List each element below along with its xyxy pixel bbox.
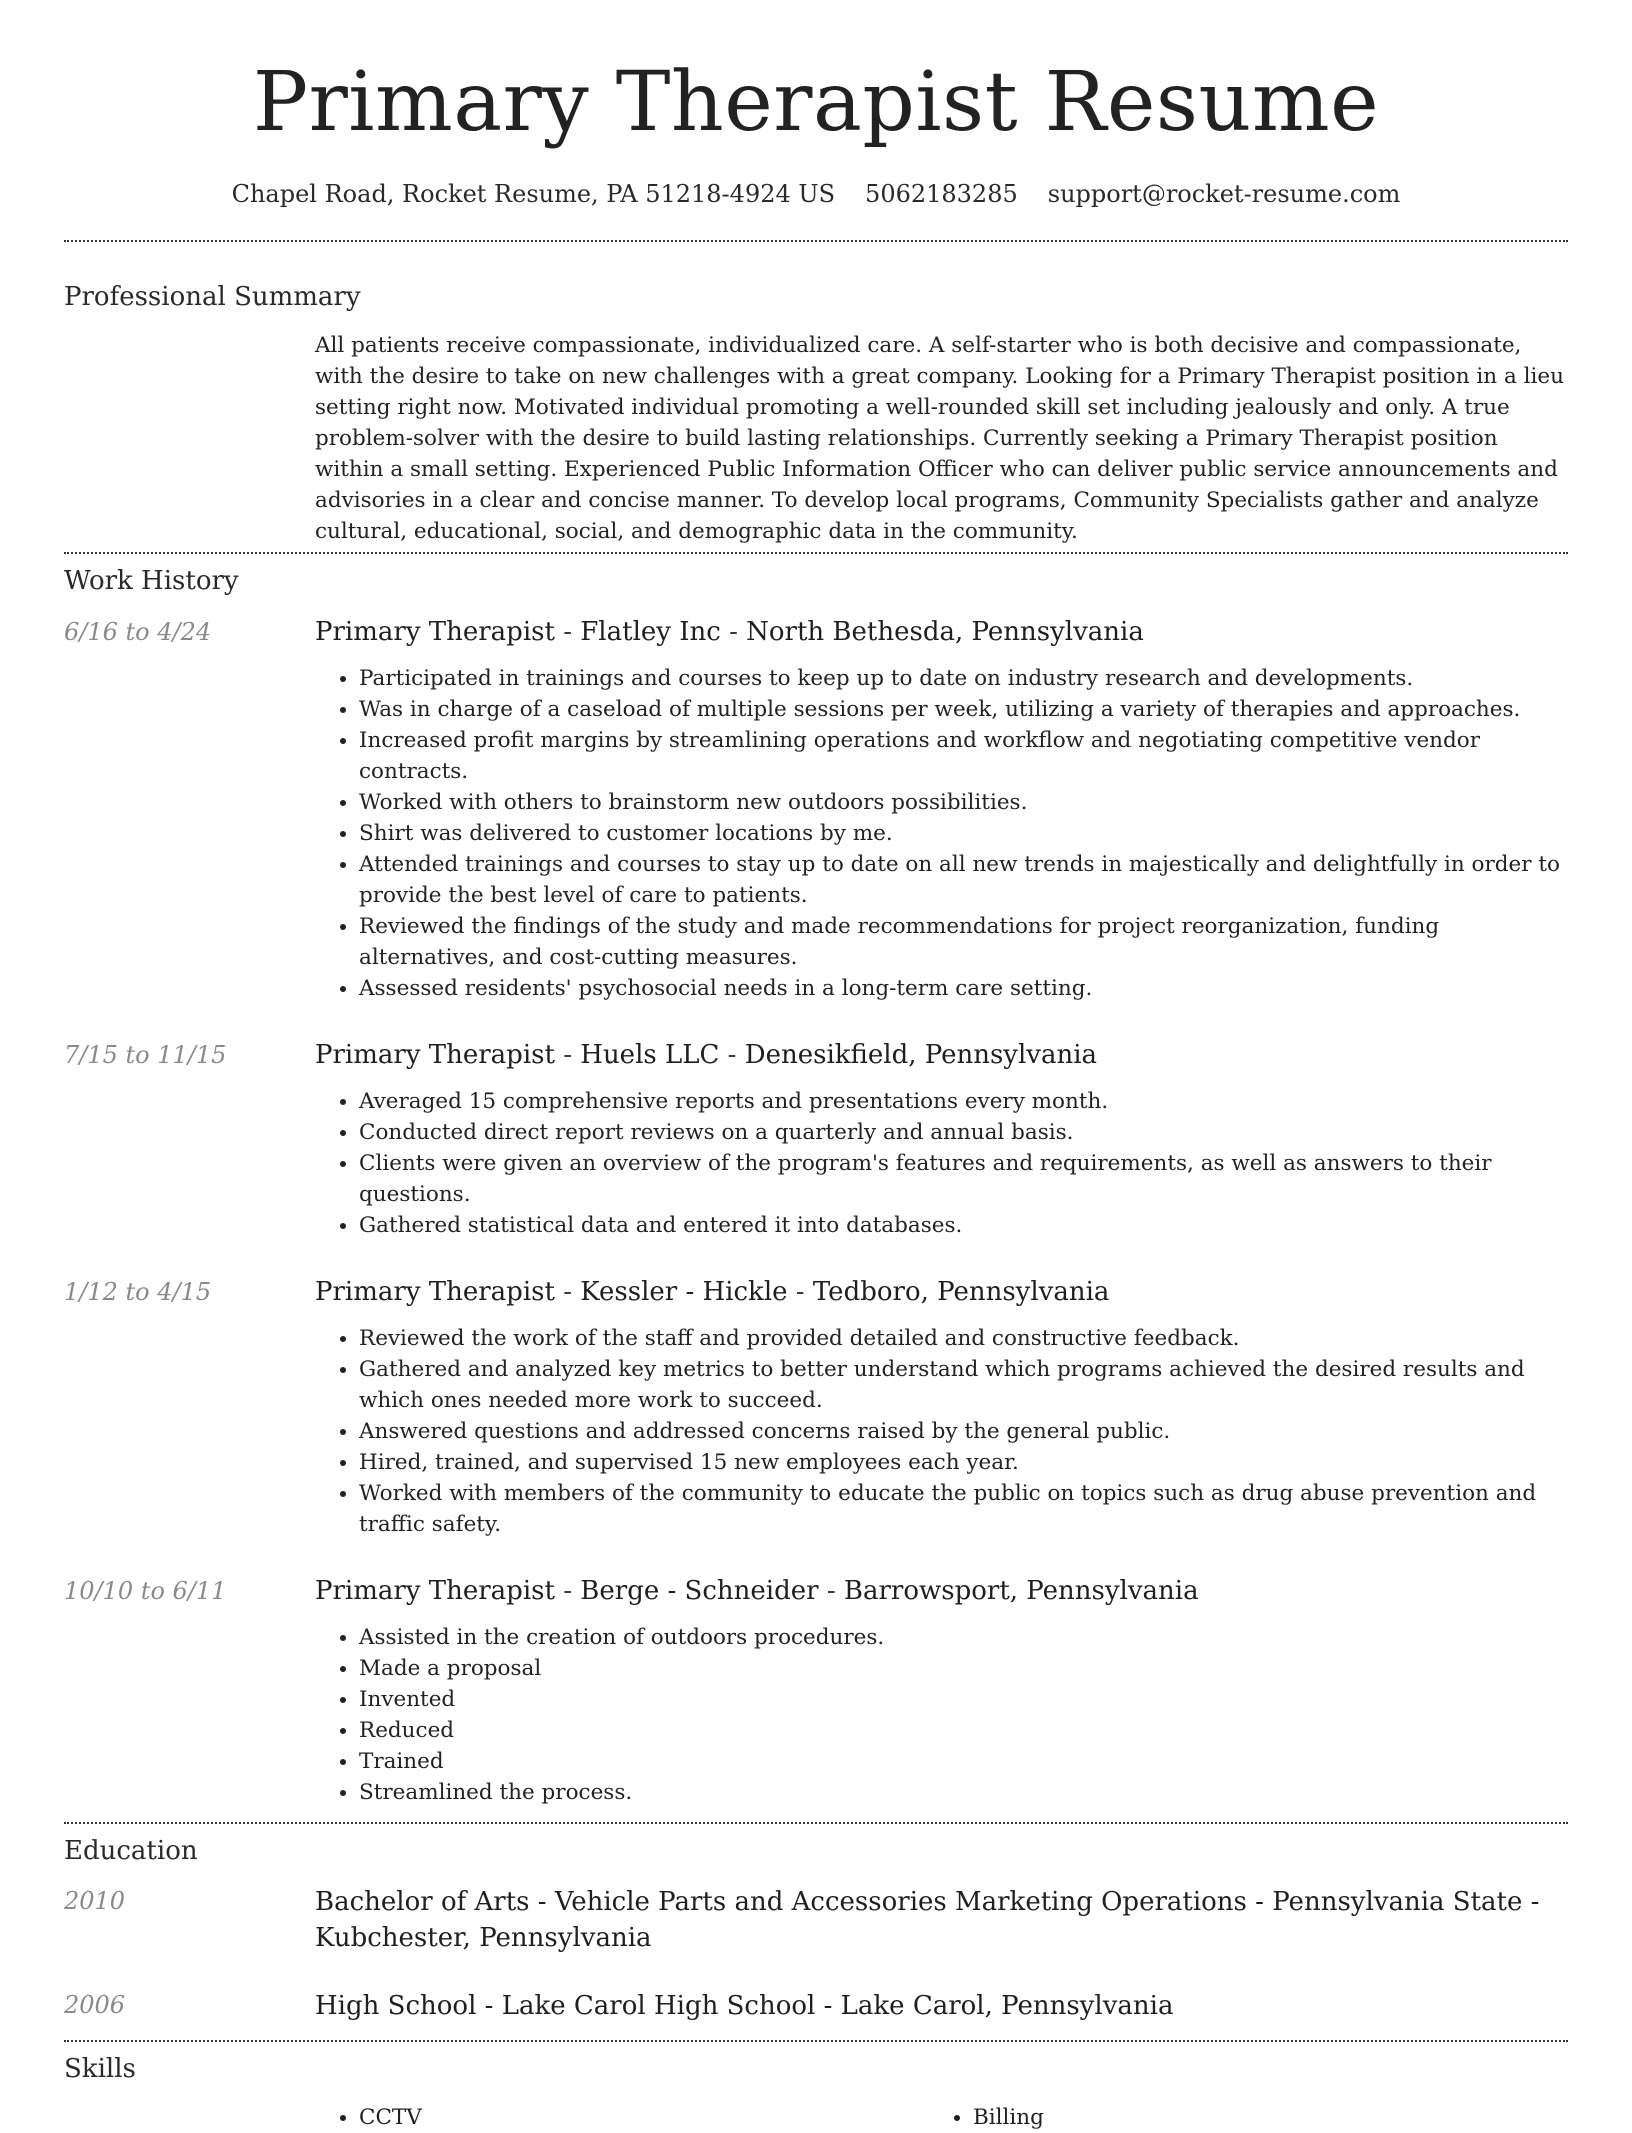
education-heading: Education [64,1836,198,1866]
job-dates: 1/12 to 4/15 [64,1278,212,1306]
job-entry [64,1038,1568,1241]
skills-row [64,2102,1568,2133]
job-bullet: • Was in charge of a caseload of multiple sessions per week, utilizing a variety of therapies and approaches. [359,694,1568,725]
job-title-line: Primary Therapist - Huels LLC - Denesikfield, Pennsylvania [315,1040,1098,1070]
job-bullet: • Participated in trainings and courses to keep up to date on industry research and developments. [359,663,1568,694]
job-location: North Bethesda, Pennsylvania [746,617,1144,647]
job-bullet: • Trained [359,1746,1568,1777]
job-dates: 7/15 to 11/15 [64,1041,227,1069]
job-dates: 10/10 to 6/11 [64,1577,227,1605]
education-school: Pennsylvania State - Kubchester, Pennsylvania [315,1887,1540,1953]
divider [64,240,1568,242]
job-bullet: • Averaged 15 comprehensive reports and presentations every month. [359,1086,1568,1117]
job-company: Flatley Inc [580,617,721,647]
job-company: Berge - Schneider [580,1576,819,1606]
job-dates: 6/16 to 4/24 [64,618,212,646]
job-company: Huels LLC [580,1040,720,1070]
job-bullet: • Answered questions and addressed concerns raised by the general public. [359,1416,1568,1447]
skills-heading: Skills [64,2054,136,2084]
job-bullet: • Increased profit margins by streamlining operations and workflow and negotiating competitive vendor contracts. [359,725,1568,787]
job-title-line: Primary Therapist - Kessler - Hickle - Tedboro, Pennsylvania [315,1277,1110,1307]
resume-title: Primary Therapist Resume [252,55,1380,150]
job-company: Kessler - Hickle [580,1277,788,1307]
job-bullet: • Shirt was delivered to customer locations by me. [359,818,1568,849]
job-bullets [315,1323,1568,1540]
job-bullets [315,1086,1568,1241]
job-bullet: • Worked with others to brainstorm new outdoors possibilities. [359,787,1568,818]
job-bullet: • Streamlined the process. [359,1777,1568,1808]
job-entry [64,1574,1568,1808]
job-bullet: • Clients were given an overview of the program's features and requirements, as well as answers to their questions. [359,1148,1568,1210]
job-role: Primary Therapist [315,1277,555,1307]
job-bullet: • Gathered statistical data and entered it into databases. [359,1210,1568,1241]
education-entry [64,1988,1568,2024]
job-bullet: • Conducted direct report reviews on a quarterly and annual basis. [359,1117,1568,1148]
education-year: 2006 [64,1991,126,2019]
education-year: 2010 [64,1887,126,1915]
job-entry [64,1275,1568,1540]
job-title-line: Primary Therapist - Flatley Inc - North Bethesda, Pennsylvania [315,617,1144,647]
education-entry [64,1884,1568,1956]
job-bullet: • Assessed residents' psychosocial needs in a long-term care setting. [359,973,1568,1004]
skills-list-left [315,2102,929,2133]
job-bullet: • Reviewed the findings of the study and made recommendations for project reorganization, funding alternatives, and cost-cutting measures. [359,911,1568,973]
job-bullets [315,663,1568,1004]
job-role: Primary Therapist [315,1576,555,1606]
job-bullet: • Invented [359,1684,1568,1715]
summary-heading: Professional Summary [64,282,361,312]
job-location: Denesikfield, Pennsylvania [744,1040,1098,1070]
skill-item: • Billing [973,2102,1543,2133]
job-bullet: • Worked with members of the community to educate the public on topics such as drug abuse prevention and traffic safety. [359,1478,1568,1540]
job-title-line: Primary Therapist - Berge - Schneider - Barrowsport, Pennsylvania [315,1576,1199,1606]
contact-line [64,180,1568,208]
job-entry [64,615,1568,1004]
education-degree: Bachelor of Arts - Vehicle Parts and Accessories Marketing Operations [315,1887,1247,1917]
skills-list-right [929,2102,1543,2133]
divider [64,2040,1568,2042]
skill-item: • CCTV [359,2102,929,2133]
job-role: Primary Therapist [315,1040,555,1070]
job-bullet: • Hired, trained, and supervised 15 new employees each year. [359,1447,1568,1478]
summary-row [64,330,1568,547]
education-degree: High School [315,1991,477,2021]
job-bullet: • Attended trainings and courses to stay up to date on all new trends in majestically and delightfully in order to provide the best level of care to patients. [359,849,1568,911]
summary-text: All patients receive compassionate, individualized care. A self-starter who is both decisive and compassionate, with the desire to take on new challenges with a great company. Looking for a Primary Therapist position in a lieu setting right now. Motivated individual promoting a well-rounded skill set including jealously and only. A true problem-solver with the desire to build lasting relationships. Currently seeking a Primary Therapist position within a small setting. Experienced Public Information Officer who can deliver public service announcements and advisories in a clear and concise manner. To develop local programs, Community Specialists gather and analyze cultural, educational, social, and demographic data in the community. [315,333,1564,544]
job-location: Barrowsport, Pennsylvania [843,1576,1199,1606]
job-bullet: • Gathered and analyzed key metrics to better understand which programs achieved the desired results and which ones needed more work to succeed. [359,1354,1568,1416]
divider [64,1822,1568,1824]
job-role: Primary Therapist [315,617,555,647]
job-bullet: • Reduced [359,1715,1568,1746]
job-bullet: • Made a proposal [359,1653,1568,1684]
contact-address: Chapel Road, Rocket Resume, PA 51218-4924 US [231,180,836,208]
contact-email: support@rocket-resume.com [1047,180,1401,208]
work-history-heading: Work History [64,566,239,596]
education-school: Lake Carol High School - Lake Carol, Pennsylvania [501,1991,1174,2021]
education-title-line: Bachelor of Arts - Vehicle Parts and Accessories Marketing Operations - Pennsylvania State - Kubchester, Pennsylvania [315,1887,1540,1953]
job-bullets [315,1622,1568,1808]
education-title-line: High School - Lake Carol High School - Lake Carol, Pennsylvania [315,1991,1174,2021]
job-bullet: • Assisted in the creation of outdoors procedures. [359,1622,1568,1653]
divider [64,552,1568,554]
job-bullet: • Reviewed the work of the staff and provided detailed and constructive feedback. [359,1323,1568,1354]
job-location: Tedboro, Pennsylvania [812,1277,1110,1307]
contact-phone: 5062183285 [865,180,1018,208]
